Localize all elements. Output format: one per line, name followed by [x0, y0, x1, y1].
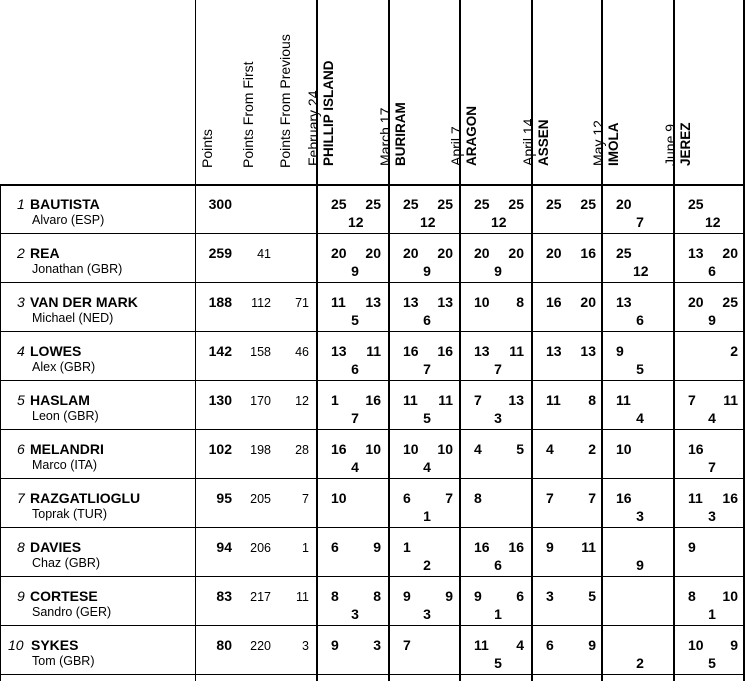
race1-points: 13: [688, 245, 704, 261]
race1-points: 1: [403, 539, 411, 555]
superpole-points: 12: [633, 263, 649, 279]
rider-position: 3: [17, 294, 25, 310]
rider-points: 130: [208, 392, 232, 408]
race2-points: 25: [580, 196, 596, 212]
race2-points: 7: [588, 490, 596, 506]
superpole-points: 7: [423, 361, 431, 377]
rider-firstname: Marco (ITA): [32, 458, 98, 472]
race2-points: 6: [516, 588, 524, 604]
rider-surname: BAUTISTA: [30, 196, 100, 212]
rider-firstname: Jonathan (GBR): [32, 262, 123, 276]
race1-points: 9: [688, 539, 696, 555]
rider-position: 10: [8, 637, 24, 653]
rider-points: 259: [208, 245, 232, 261]
row-rule: [0, 478, 745, 479]
rider-surname: MELANDRI: [30, 441, 104, 457]
superpole-points: 12: [705, 214, 721, 230]
superpole-points: 7: [351, 410, 359, 426]
race2-points: 13: [437, 294, 453, 310]
race1-points: 13: [546, 343, 562, 359]
race1-points: 10: [474, 294, 490, 310]
race1-points: 10: [688, 637, 704, 653]
superpole-points: 9: [708, 312, 716, 328]
row-rule: [0, 625, 745, 626]
race1-points: 11: [546, 392, 561, 408]
race1-points: 13: [331, 343, 347, 359]
race2-points: 20: [365, 245, 381, 261]
race1-points: 13: [616, 294, 632, 310]
race1-points: 16: [616, 490, 632, 506]
row-rule: [0, 429, 745, 430]
header-points: Points: [199, 129, 215, 168]
row-rule: [0, 674, 745, 675]
race1-points: 7: [688, 392, 696, 408]
rider-firstname: Toprak (TUR): [32, 507, 108, 521]
superpole-points: 12: [348, 214, 364, 230]
race1-points: 16: [331, 441, 347, 457]
superpole-points: 1: [423, 508, 431, 524]
header-round-3: [448, 106, 480, 166]
race2-points: 25: [508, 196, 524, 212]
rider-firstname: Alvaro (ESP): [32, 213, 105, 227]
header-from-first: Points From First: [240, 61, 256, 168]
race1-points: 16: [688, 441, 704, 457]
superpole-points: 5: [423, 410, 431, 426]
rider-surname: SYKES: [31, 637, 79, 653]
round-track: BURIRAM: [393, 102, 408, 166]
rider-from-first: 41: [257, 247, 271, 261]
race2-points: 16: [508, 539, 524, 555]
race1-points: 25: [688, 196, 704, 212]
round-date: April 14: [520, 118, 536, 166]
row-rule: [0, 380, 745, 381]
race2-points: 13: [365, 294, 381, 310]
rule-round-5: [601, 0, 603, 681]
rule-round-3: [459, 0, 461, 681]
race2-points: 25: [365, 196, 381, 212]
rider-from-first: 206: [250, 541, 271, 555]
race2-points: 7: [445, 490, 453, 506]
race2-points: 4: [516, 637, 524, 653]
rider-from-previous: 7: [302, 492, 309, 506]
race1-points: 25: [546, 196, 562, 212]
race2-points: 25: [722, 294, 738, 310]
race1-points: 20: [546, 245, 562, 261]
race1-points: 4: [474, 441, 482, 457]
rider-from-first: 170: [250, 394, 271, 408]
rider-from-first: 112: [251, 296, 271, 310]
superpole-points: 9: [423, 263, 431, 279]
header-round-1: [305, 60, 337, 166]
rule-round-6: [673, 0, 675, 681]
superpole-points: 3: [636, 508, 644, 524]
superpole-points: 4: [423, 459, 431, 475]
rider-position: 7: [17, 490, 25, 506]
round-track: PHILLIP ISLAND: [321, 60, 336, 166]
race2-points: 8: [373, 588, 381, 604]
superpole-points: 5: [351, 312, 359, 328]
race1-points: 6: [546, 637, 554, 653]
round-date: June 9: [662, 123, 678, 166]
rider-from-previous: 71: [295, 296, 309, 310]
rider-from-first: 220: [250, 639, 271, 653]
race1-points: 16: [403, 343, 419, 359]
race2-points: 8: [516, 294, 524, 310]
rider-points: 102: [208, 441, 232, 457]
rider-surname: DAVIES: [30, 539, 82, 555]
race2-points: 8: [588, 392, 596, 408]
rider-firstname: Leon (GBR): [32, 409, 99, 423]
race2-points: 9: [588, 637, 596, 653]
race2-points: 20: [580, 294, 596, 310]
superpole-points: 6: [494, 557, 502, 573]
race1-points: 8: [474, 490, 482, 506]
superpole-points: 4: [636, 410, 644, 426]
row-rule: [0, 282, 745, 283]
header-round-6: [662, 122, 694, 166]
rule-round-4: [531, 0, 533, 681]
superpole-points: 9: [636, 557, 644, 573]
rider-surname: CORTESE: [30, 588, 98, 604]
rider-firstname: Chaz (GBR): [32, 556, 101, 570]
rider-position: 1: [17, 196, 25, 212]
rider-position: 8: [17, 539, 25, 555]
race1-points: 8: [331, 588, 339, 604]
superpole-points: 7: [494, 361, 502, 377]
race1-points: 20: [403, 245, 419, 261]
superpole-points: 2: [636, 655, 644, 671]
rider-from-first: 198: [250, 443, 271, 457]
race1-points: 20: [331, 245, 347, 261]
race1-points: 7: [403, 637, 411, 653]
rider-surname: HASLAM: [30, 392, 90, 408]
rider-points: 95: [216, 490, 232, 506]
race1-points: 13: [474, 343, 490, 359]
race1-points: 10: [331, 490, 347, 506]
superpole-points: 12: [420, 214, 436, 230]
race2-points: 16: [437, 343, 453, 359]
rider-from-previous: 11: [296, 590, 309, 604]
race1-points: 25: [331, 196, 347, 212]
race1-points: 4: [546, 441, 554, 457]
superpole-points: 7: [636, 214, 644, 230]
rider-position: 9: [17, 588, 25, 604]
rider-position: 6: [17, 441, 25, 457]
round-date: March 17: [377, 107, 393, 166]
superpole-points: 2: [423, 557, 431, 573]
race2-points: 5: [588, 588, 596, 604]
rule-left: [0, 184, 1, 681]
rider-points: 188: [208, 294, 232, 310]
race1-points: 6: [403, 490, 411, 506]
superpole-points: 5: [494, 655, 502, 671]
superpole-points: 12: [491, 214, 507, 230]
rider-from-previous: 3: [302, 639, 309, 653]
race1-points: 8: [688, 588, 696, 604]
superpole-points: 3: [351, 606, 359, 622]
superpole-points: 9: [494, 263, 502, 279]
rider-points: 142: [208, 343, 232, 359]
header-from-previous: Points From Previous: [277, 34, 293, 168]
race1-points: 11: [616, 392, 631, 408]
header-round-2: [377, 102, 409, 166]
rider-surname: RAZGATLIOGLU: [30, 490, 141, 506]
race2-points: 11: [366, 343, 381, 359]
race1-points: 7: [546, 490, 554, 506]
rider-from-previous: 1: [302, 541, 309, 555]
race2-points: 10: [722, 588, 738, 604]
rider-firstname: Sandro (GER): [32, 605, 112, 619]
round-date: April 7: [448, 126, 464, 166]
rider-from-first: 158: [250, 345, 271, 359]
header-rule: [0, 184, 745, 186]
race2-points: 10: [365, 441, 381, 457]
race2-points: 25: [437, 196, 453, 212]
race1-points: 9: [403, 588, 411, 604]
race2-points: 5: [516, 441, 524, 457]
race1-points: 25: [474, 196, 490, 212]
race2-points: 9: [373, 539, 381, 555]
rider-points: 83: [216, 588, 232, 604]
rider-position: 5: [17, 392, 25, 408]
round-date: May 12: [590, 120, 606, 166]
race2-points: 11: [581, 539, 596, 555]
superpole-points: 9: [351, 263, 359, 279]
rider-firstname: Alex (GBR): [32, 360, 96, 374]
rider-from-previous: 28: [295, 443, 309, 457]
rider-surname: LOWES: [30, 343, 82, 359]
race1-points: 9: [474, 588, 482, 604]
race2-points: 3: [373, 637, 381, 653]
race1-points: 9: [546, 539, 554, 555]
superpole-points: 7: [708, 459, 716, 475]
race2-points: 20: [722, 245, 738, 261]
race1-points: 7: [474, 392, 482, 408]
race1-points: 20: [688, 294, 704, 310]
rule-round-2: [388, 0, 390, 681]
rider-firstname: Michael (NED): [32, 311, 114, 325]
race2-points: 16: [722, 490, 738, 506]
header-round-4: [520, 119, 552, 166]
header-round-5: [590, 120, 622, 166]
race2-points: 16: [365, 392, 381, 408]
race1-points: 11: [688, 490, 703, 506]
round-track: ARAGON: [464, 106, 479, 166]
race2-points: 13: [580, 343, 596, 359]
rider-from-previous: 46: [295, 345, 309, 359]
superpole-points: 6: [708, 263, 716, 279]
superpole-points: 5: [708, 655, 716, 671]
race1-points: 13: [403, 294, 419, 310]
round-track: IMOLA: [606, 122, 621, 166]
race1-points: 10: [616, 441, 632, 457]
race1-points: 9: [331, 637, 339, 653]
superpole-points: 5: [636, 361, 644, 377]
race2-points: 20: [437, 245, 453, 261]
rider-points: 80: [216, 637, 232, 653]
race1-points: 20: [616, 196, 632, 212]
race1-points: 11: [474, 637, 489, 653]
superpole-points: 6: [423, 312, 431, 328]
race2-points: 13: [508, 392, 524, 408]
rider-surname: REA: [30, 245, 60, 261]
superpole-points: 3: [494, 410, 502, 426]
race2-points: 20: [508, 245, 524, 261]
race1-points: 11: [331, 294, 346, 310]
superpole-points: 4: [351, 459, 359, 475]
superpole-points: 3: [423, 606, 431, 622]
round-track: JEREZ: [678, 122, 693, 166]
rule-stats: [195, 0, 196, 681]
race1-points: 25: [616, 245, 632, 261]
race1-points: 20: [474, 245, 490, 261]
rider-points: 94: [216, 539, 232, 555]
row-rule: [0, 233, 745, 234]
round-track: ASSEN: [536, 119, 551, 166]
race1-points: 3: [546, 588, 554, 604]
rule-round-1: [316, 0, 318, 681]
race2-points: 11: [509, 343, 524, 359]
rider-points: 300: [208, 196, 232, 212]
race2-points: 9: [730, 637, 738, 653]
superpole-points: 1: [708, 606, 716, 622]
race1-points: 16: [546, 294, 562, 310]
race1-points: 16: [474, 539, 490, 555]
rider-position: 4: [17, 343, 25, 359]
race2-points: 10: [437, 441, 453, 457]
rider-from-previous: 12: [295, 394, 309, 408]
race1-points: 10: [403, 441, 419, 457]
race2-points: 9: [445, 588, 453, 604]
superpole-points: 6: [351, 361, 359, 377]
superpole-points: 3: [708, 508, 716, 524]
race2-points: 11: [723, 392, 738, 408]
race2-points: 2: [588, 441, 596, 457]
row-rule: [0, 576, 745, 577]
rider-surname: VAN DER MARK: [30, 294, 138, 310]
rider-position: 2: [17, 245, 25, 261]
rider-firstname: Tom (GBR): [32, 654, 95, 668]
superpole-points: 6: [636, 312, 644, 328]
race1-points: 11: [403, 392, 418, 408]
round-date: February 24: [305, 90, 321, 166]
race1-points: 1: [331, 392, 339, 408]
rider-from-first: 217: [250, 590, 271, 604]
race2-points: 11: [438, 392, 453, 408]
race1-points: 6: [331, 539, 339, 555]
row-rule: [0, 331, 745, 332]
race2-points: 16: [580, 245, 596, 261]
row-rule: [0, 527, 745, 528]
superpole-points: 4: [708, 410, 716, 426]
rider-from-first: 205: [250, 492, 271, 506]
superpole-points: 1: [494, 606, 502, 622]
race1-points: 9: [616, 343, 624, 359]
race1-points: 25: [403, 196, 419, 212]
race2-points: 2: [730, 343, 738, 359]
